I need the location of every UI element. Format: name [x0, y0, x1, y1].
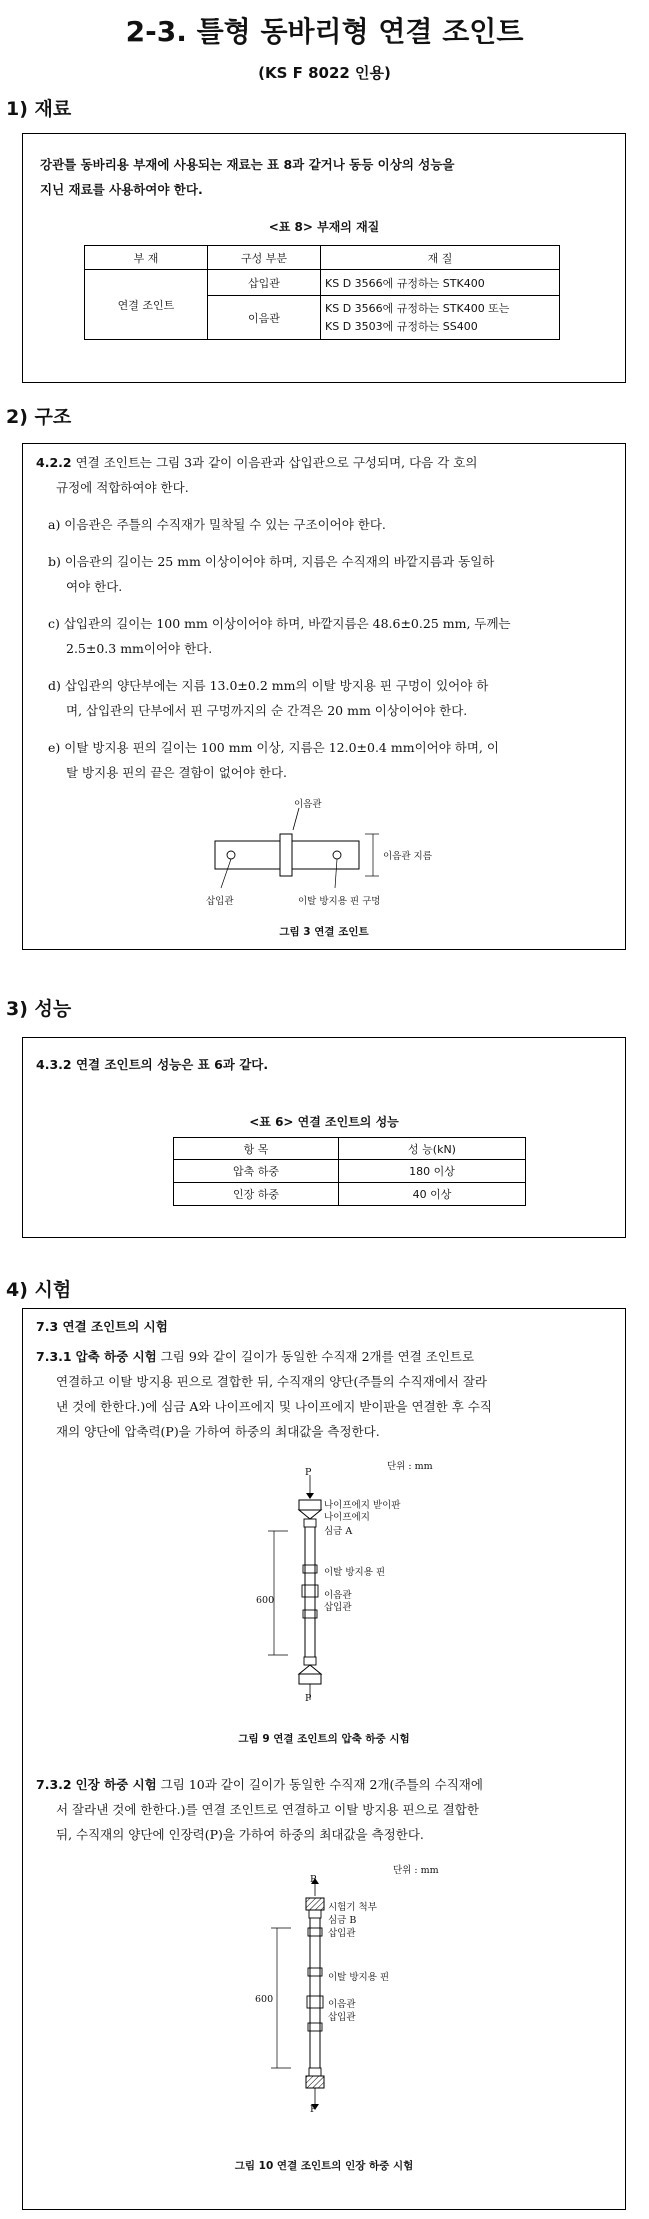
materials-para-line2: 지닌 재료를 사용하여야 한다.	[40, 182, 203, 197]
table6-row2-value: 40 이상	[339, 1183, 526, 1206]
table8-row1-material: KS D 3566에 규정하는 STK400	[321, 270, 560, 296]
table8-header-member: 부 재	[85, 246, 208, 270]
item-b-line2: 여야 한다.	[66, 579, 123, 594]
table6-header-performance: 성 능(kN)	[339, 1138, 526, 1160]
table8-row2-material-line2: KS D 3503에 규정하는 SS400	[325, 319, 478, 333]
materials-para-line1: 강관틀 동바리용 부재에 사용되는 재료는 표 8과 같거나 동등 이상의 성능을	[40, 157, 455, 172]
test-subheading: 7.3 연결 조인트의 시험	[36, 1319, 168, 1334]
table8-caption: <표 8> 부재의 재질	[268, 220, 380, 234]
fig3-label-pin-hole: 이탈 방지용 핀 구멍	[298, 896, 381, 907]
test1-line1	[36, 1345, 474, 1368]
item-d-line2: 며, 삽입관의 단부에서 핀 구멍까지의 순 간격은 20 mm 이상이어야 한다.	[66, 703, 468, 718]
fig9-label-core-a: 심금 A	[324, 1526, 353, 1537]
fig9-label-knife-plate: 나이프에지 받이판	[324, 1500, 401, 1511]
test1-line3: 낸 것에 한한다.)에 심금 A와 나이프에지 및 나이프에지 받이판을 연결한 후 수직	[56, 1399, 492, 1414]
test1-line2: 연결하고 이탈 방지용 핀으로 결합한 뒤, 수직재의 양단(주틀의 수직재에서 잘라	[56, 1374, 488, 1389]
fig9-length: 600	[256, 1595, 275, 1606]
table8-row1-part: 삽입관	[208, 270, 321, 296]
fig10-label-insert-top: 삽입관	[328, 1928, 356, 1939]
table6	[173, 1137, 526, 1206]
fig9-unit: 단위 : mm	[387, 1461, 433, 1472]
table8-member: 연결 조인트	[85, 270, 208, 340]
test2-line3: 뒤, 수직재의 양단에 인장력(P)을 가하여 하중의 최대값을 측정한다.	[56, 1827, 424, 1842]
fig3-label-coupling: 이음관	[294, 799, 322, 810]
item-e-line1: e) 이탈 방지용 핀의 길이는 100 mm 이상, 지름은 12.0±0.4 mm이어야 하며, 이	[48, 740, 499, 755]
table8-row2-material-line1: KS D 3566에 규정하는 STK400 또는	[325, 301, 510, 315]
fig10-load-bottom: P	[310, 2104, 317, 2115]
structure-intro-text: 연결 조인트는 그림 3과 같이 이음관과 삽입관으로 구성되며, 다음 각 호의	[75, 455, 478, 470]
fig10-label-coupling: 이음관	[328, 1999, 356, 2010]
item-c-line2: 2.5±0.3 mm이어야 한다.	[66, 641, 213, 656]
item-a: a) 이음관은 주틀의 수직재가 밀착될 수 있는 구조이어야 한다.	[48, 517, 386, 532]
table8	[84, 245, 560, 340]
fig10-load-top: P	[310, 1874, 317, 1885]
page-subtitle: (KS F 8022 인용)	[258, 64, 391, 82]
figure10-tension-drawing	[255, 1868, 335, 2118]
figure9-caption: 그림 9 연결 조인트의 압축 하중 시험	[238, 1733, 410, 1745]
fig9-load-bottom: P	[305, 1693, 312, 1704]
fig9-label-insert: 삽입관	[324, 1602, 352, 1613]
fig10-label-insert-bottom: 삽입관	[328, 2012, 356, 2023]
figure10-caption: 그림 10 연결 조인트의 인장 하중 시험	[234, 2160, 414, 2172]
page-title: 2-3. 틀형 동바리형 연결 조인트	[125, 15, 524, 48]
table6-row1-item: 압축 하중	[174, 1160, 339, 1183]
table6-caption: <표 6> 연결 조인트의 성능	[249, 1115, 399, 1129]
table6-row2-item: 인장 하중	[174, 1183, 339, 1206]
test2-title: 인장 하중 시험	[75, 1777, 157, 1792]
item-b-line1: b) 이음관의 길이는 25 mm 이상이어야 하며, 지름은 수직재의 바깥지름과 동일하	[48, 554, 495, 569]
test1-number: 7.3.1	[36, 1349, 72, 1364]
table8-row2-part: 이음관	[208, 296, 321, 340]
structure-intro-line1	[36, 451, 477, 474]
table8-row2-material	[321, 296, 560, 340]
section-heading-test: 4) 시험	[6, 1279, 72, 1301]
test2-number: 7.3.2	[36, 1777, 72, 1792]
fig10-label-pin: 이탈 방지용 핀	[328, 1972, 390, 1983]
section-heading-materials: 1) 재료	[6, 98, 72, 120]
item-d-line1: d) 삽입관의 양단부에는 지름 13.0±0.2 mm의 이탈 방지용 핀 구멍이 있어야 하	[48, 678, 489, 693]
clause-number: 4.2.2	[36, 455, 72, 470]
fig9-label-knife-edge: 나이프에지	[324, 1512, 370, 1523]
figure3-caption: 그림 3 연결 조인트	[279, 926, 369, 938]
performance-line: 4.3.2 연결 조인트의 성능은 표 6과 같다.	[36, 1057, 269, 1072]
test2-line2: 서 잘라낸 것에 한한다.)를 연결 조인트로 연결하고 이탈 방지용 핀으로 결합한	[56, 1802, 479, 1817]
item-e-line2: 탈 방지용 핀의 끝은 결함이 없어야 한다.	[66, 765, 288, 780]
test1-title: 압축 하중 시험	[75, 1349, 157, 1364]
fig9-label-coupling: 이음관	[324, 1590, 352, 1601]
fig3-label-insert: 삽입관	[206, 896, 234, 907]
figure9-compression-drawing	[250, 1465, 330, 1705]
section-heading-performance: 3) 성능	[6, 998, 72, 1020]
test1-line4: 재의 양단에 압축력(P)을 가하여 하중의 최대값을 측정한다.	[56, 1424, 380, 1439]
section-heading-structure: 2) 구조	[6, 406, 72, 428]
fig9-load-top: P	[305, 1467, 312, 1478]
fig9-label-pin: 이탈 방지용 핀	[324, 1567, 386, 1578]
fig3-label-diameter: 이음관 지름	[383, 851, 432, 862]
test2-text: 그림 10과 같이 길이가 동일한 수직재 2개(주틀의 수직재에	[160, 1777, 483, 1792]
fig10-length: 600	[255, 1994, 274, 2005]
test2-line1	[36, 1773, 483, 1796]
fig10-label-core-b: 심금 B	[328, 1915, 357, 1926]
item-c-line1: c) 삽입관의 길이는 100 mm 이상이어야 하며, 바깥지름은 48.6±0.25 mm, 두께는	[48, 616, 511, 631]
table6-row1-value: 180 이상	[339, 1160, 526, 1183]
fig10-label-chuck: 시험기 척부	[328, 1902, 377, 1913]
structure-intro-line2: 규정에 적합하여야 한다.	[56, 480, 189, 495]
table6-header-item: 항 목	[174, 1138, 339, 1160]
table8-header-part: 구성 부분	[208, 246, 321, 270]
test1-text: 그림 9와 같이 길이가 동일한 수직재 2개를 연결 조인트로	[160, 1349, 475, 1364]
table8-header-material: 재 질	[321, 246, 560, 270]
fig10-unit: 단위 : mm	[393, 1865, 439, 1876]
